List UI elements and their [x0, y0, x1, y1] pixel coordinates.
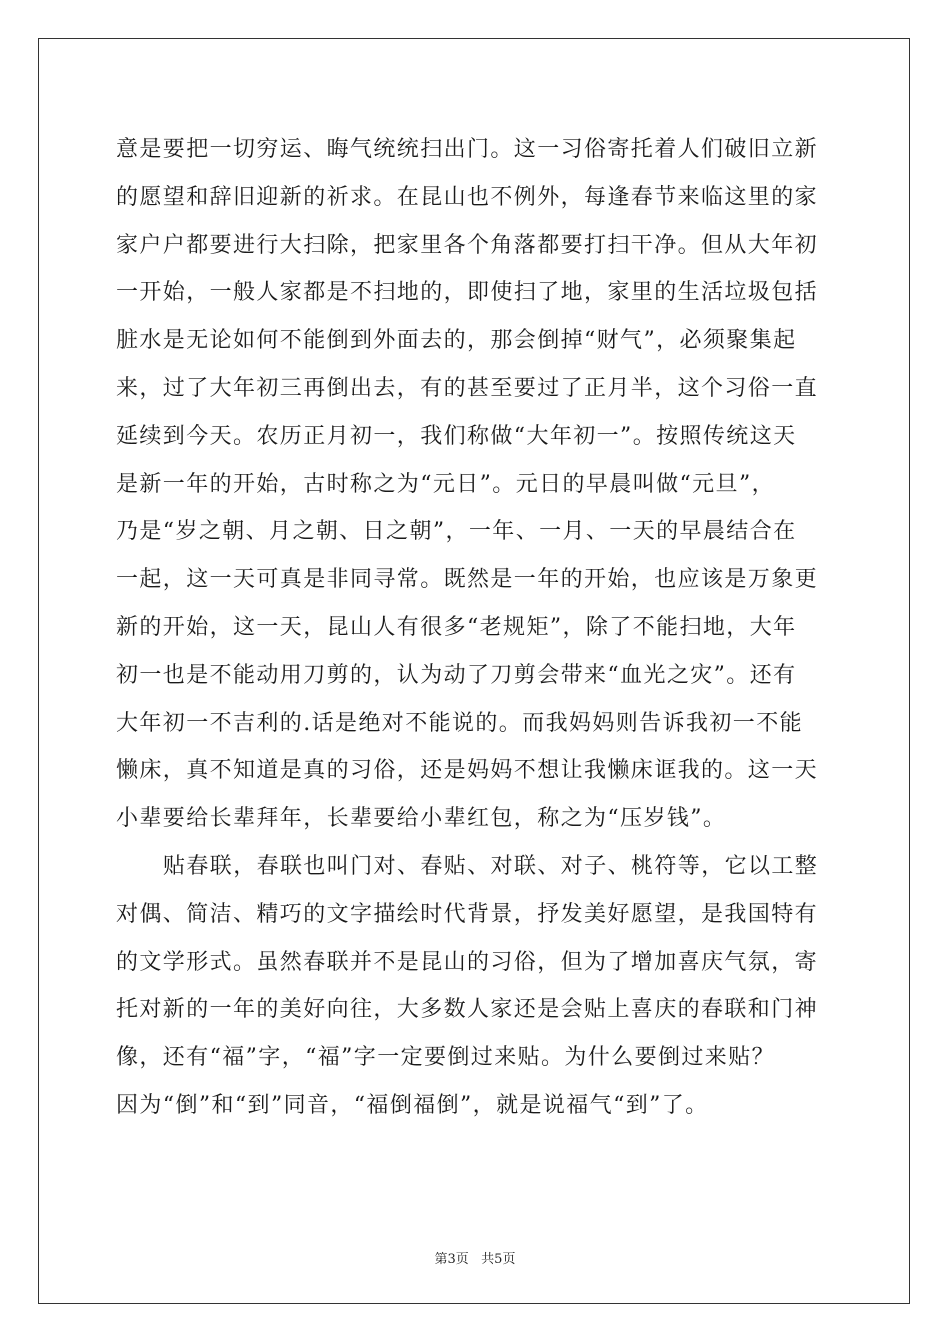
text-line: 因为“倒”和“到”同音，“福倒福倒”，就是说福气“到”了。	[116, 1092, 709, 1118]
text-line: 的文学形式。虽然春联并不是昆山的习俗，但为了增加喜庆气氛，寄	[116, 949, 819, 975]
text-line: 脏水是无论如何不能倒到外面去的，那会倒掉“财气”，必须聚集起	[116, 328, 797, 354]
text-line: 来，过了大年初三再倒出去，有的甚至要过了正月半，这个习俗一直	[116, 375, 819, 401]
text-line: 托对新的一年的美好向往，大多数人家还是会贴上喜庆的春联和门神	[116, 997, 819, 1023]
text-line: 延续到今天。农历正月初一，我们称做“大年初一”。按照传统这天	[116, 423, 797, 449]
paragraph-2	[116, 843, 836, 1130]
text-line: 贴春联，春联也叫门对、春贴、对联、对子、桃符等，它以工整	[163, 853, 819, 879]
text-line: 初一也是不能动用刀剪的，认为动了刀剪会带来“血光之灾”。还有	[116, 662, 797, 688]
text-line: 的愿望和辞旧迎新的祈求。在昆山也不例外，每逢春节来临这里的家	[116, 184, 819, 210]
text-line: 乃是“岁之朝、月之朝、日之朝”，一年、一月、一天的早晨结合在	[116, 519, 797, 545]
text-line: 像，还有“福”字，“福”字一定要倒过来贴。为什么要倒过来贴？	[116, 1045, 775, 1071]
text-line: 大年初一不吉利的.话是绝对不能说的。而我妈妈则告诉我初一不能	[116, 710, 803, 736]
text-line: 意是要把一切穷运、晦气统统扫出门。这一习俗寄托着人们破旧立新	[116, 137, 819, 162]
paragraph-1	[116, 126, 836, 843]
text-line: 一起，这一天可真是非同寻常。既然是一年的开始，也应该是万象更	[116, 567, 819, 593]
text-line: 是新一年的开始，古时称之为“元日”。元日的早晨叫做“元旦”，	[116, 471, 775, 497]
text-line: 对偶、简洁、精巧的文字描绘时代背景，抒发美好愿望，是我国特有	[116, 901, 819, 927]
text-line: 小辈要给长辈拜年，长辈要给小辈红包，称之为“压岁钱”。	[116, 806, 727, 832]
document-body	[116, 126, 836, 1130]
text-line: 家户户都要进行大扫除，把家里各个角落都要打扫干净。但从大年初	[116, 232, 819, 258]
text-line: 懒床，真不知道是真的习俗，还是妈妈不想让我懒床诓我的。这一天	[116, 758, 819, 784]
text-line: 新的开始，这一天，昆山人有很多“老规矩”，除了不能扫地，大年	[116, 614, 797, 640]
text-line: 一开始，一般人家都是不扫地的，即使扫了地，家里的生活垃圾包括	[116, 280, 819, 306]
page-number-footer: 第3页 共5页	[434, 1252, 516, 1267]
